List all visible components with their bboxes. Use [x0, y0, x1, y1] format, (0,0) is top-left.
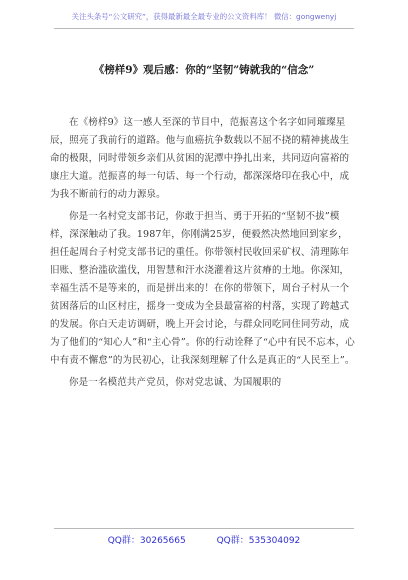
footer-divider: [54, 528, 354, 529]
document-title: 《榜样9》观后感：你的“坚韧”铸就我的“信念”: [93, 64, 315, 76]
page-header: 关注头条号“公文研究”，获得最新最全最专业的公文资料库！ 微信：gongwenyj: [71, 12, 337, 21]
qq-group-1: QQ群：30265665: [107, 536, 186, 546]
qq-group-2: QQ群：535304092: [216, 536, 301, 546]
document-body: [50, 114, 356, 396]
paragraph: 你是一名村党支部书记，你敢于担当、勇于开拓的“坚韧不拔”模样，深深触动了我。1987年，你刚满25岁，便毅然决然地回到家乡，担任起周台子村党支部书记的重任。你带领村民收回采矿权、清理陈年旧账、整治滥砍滥伐，用智慧和汗水浇灌着这片贫瘠的土地。你深知，幸福生活不是等来的，而是拼出来的！在你的带领下，周台子村从一个贫困落后的山区村庄，摇身一变成为全县最富裕的村落，实现了跨越式的发展。你白天走访调研，晚上开会讨论，与群众同吃同住同劳动，成为了他们的“知心人”和“主心骨”。你的行动诠释了“心中有民不忘本，心中有责不懈怠”的为民初心，让我深刻理解了什么是真正的“人民至上”。: [50, 211, 355, 366]
header-divider: [54, 28, 354, 29]
paragraph: 在《榜样9》这一感人至深的节目中，范振喜这个名字如同璀璨星辰，照亮了我前行的道路。他与血癌抗争数载以不屈不挠的精神挑战生命的极限，同时带领乡亲们从贫困的泥潭中挣扎出来，共同迈向富裕的康庄大道。范振喜的每一句话、每一个行动，都深深烙印在我心中，成为我不断前行的动力源泉。: [50, 117, 350, 200]
paragraph: 你是一名模范共产党员，你对党忠诚、为国履职的: [69, 377, 282, 388]
page-footer: [0, 533, 408, 546]
